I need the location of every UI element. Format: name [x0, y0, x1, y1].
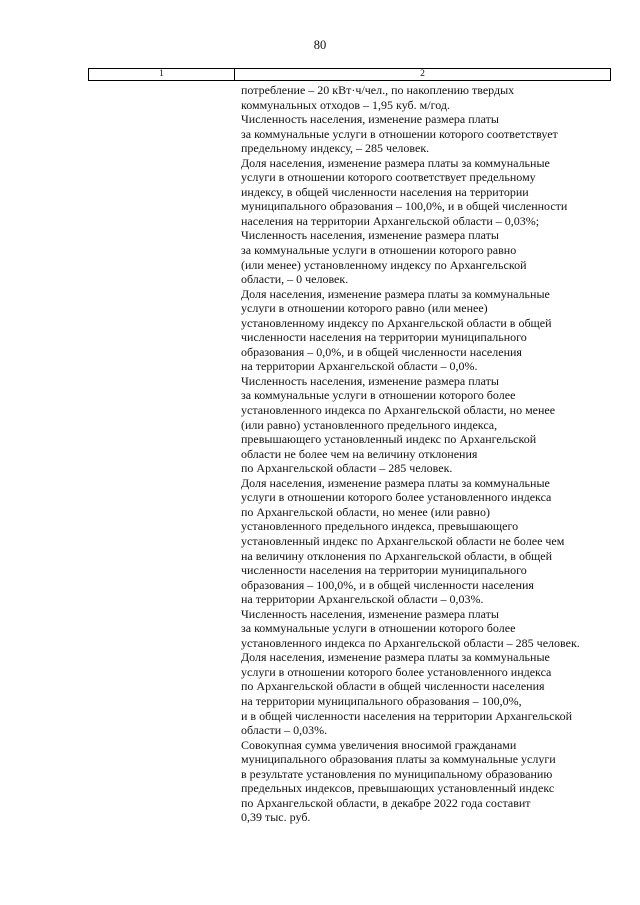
text-line: Численность населения, изменение размера платы	[241, 606, 499, 621]
text-line: муниципального образования платы за коммунальные услуги	[241, 752, 556, 767]
text-line: и в общей численности населения на территории Архангельской	[241, 708, 573, 723]
text-line: потребление – 20 кВт·ч/чел., по накоплению твердых	[241, 83, 515, 97]
text-line: установленного предельного индекса, превышающего	[241, 519, 519, 534]
text-line: установленного индекса по Архангельской области – 285 человек.	[241, 635, 580, 650]
text-line: 0,39 тыс. руб.	[241, 810, 311, 825]
text-line: области – 0,03%.	[241, 723, 328, 738]
text-line: превышающего установленный индекс по Архангельской	[241, 432, 537, 447]
text-line: муниципального образования – 100,0%, и в общей численности	[241, 199, 568, 214]
text-line: образования – 100,0%, и в общей численности населения	[241, 577, 534, 592]
text-line: на территории муниципального образования – 100,0%,	[241, 693, 522, 708]
text-line: Доля населения, изменение размера платы за коммунальные	[241, 155, 550, 170]
text-line: (или равно) установленного предельного индекса,	[241, 417, 498, 432]
text-line: за коммунальные услуги в отношении которого равно	[241, 243, 517, 258]
text-line: Доля населения, изменение размера платы за коммунальные	[241, 286, 550, 301]
text-line: по Архангельской области – 285 человек.	[241, 461, 453, 476]
text-line: индексу, в общей численности населения на территории	[241, 184, 529, 199]
text-line: за коммунальные услуги в отношении которого соответствует	[241, 126, 558, 141]
text-line: за коммунальные услуги в отношении которого более	[241, 388, 516, 403]
text-line: услуги в отношении которого соответствует предельному	[241, 170, 536, 185]
column-1-header: 1	[89, 69, 235, 80]
text-line: установленному индексу по Архангельской области в общей	[241, 315, 552, 330]
text-line: образования – 0,0%, и в общей численности населения	[241, 344, 522, 359]
text-line: численности населения на территории муниципального	[241, 330, 527, 345]
text-line: Численность населения, изменение размера платы	[241, 112, 499, 127]
text-line: (или менее) установленному индексу по Архангельской	[241, 257, 527, 272]
text-line: коммунальных отходов – 1,95 куб. м/год.	[241, 97, 450, 112]
document-body	[241, 83, 613, 825]
column-2-header: 2	[420, 69, 425, 79]
text-line: Численность населения, изменение размера платы	[241, 228, 499, 243]
text-line: за коммунальные услуги в отношении которого более	[241, 621, 516, 636]
text-line: Численность населения, изменение размера платы	[241, 373, 499, 388]
text-line: области, – 0 человек.	[241, 272, 349, 287]
header-row	[88, 68, 611, 81]
text-line: численности населения на территории муниципального	[241, 563, 527, 578]
text-line: области не более чем на величину отклонения	[241, 446, 478, 461]
text-line: услуги в отношении которого более установленного индекса	[241, 664, 552, 679]
text-line: Доля населения, изменение размера платы за коммунальные	[241, 475, 550, 490]
text-line: на величину отклонения по Архангельской области, в общей	[241, 548, 553, 563]
text-line: предельному индексу, – 285 человек.	[241, 141, 430, 156]
text-line: услуги в отношении которого равно (или менее)	[241, 301, 488, 316]
text-line: установленный индекс по Архангельской области не более чем	[241, 533, 565, 548]
table-header	[88, 68, 611, 81]
text-line: на территории Архангельской области – 0,03%.	[241, 592, 484, 607]
page-number: 80	[313, 38, 327, 52]
text-line: в результате установления по муниципальному образованию	[241, 766, 553, 781]
text-line: по Архангельской области, в декабре 2022 года составит	[241, 795, 531, 810]
text-line: Доля населения, изменение размера платы за коммунальные	[241, 650, 550, 665]
text-line: предельных индексов, превышающих установленный индекс	[241, 781, 555, 796]
text-line: по Архангельской области в общей численности населения	[241, 679, 545, 694]
text-line: по Архангельской области, но менее (или равно)	[241, 504, 490, 519]
text-line: Совокупная сумма увеличения вносимой гражданами	[241, 737, 517, 752]
text-line: услуги в отношении которого более установленного индекса	[241, 490, 552, 505]
text-line: установленного индекса по Архангельской области, но менее	[241, 403, 556, 418]
text-line: населения на территории Архангельской области – 0,03%;	[241, 213, 540, 228]
text-line: на территории Архангельской области – 0,0%.	[241, 359, 478, 374]
